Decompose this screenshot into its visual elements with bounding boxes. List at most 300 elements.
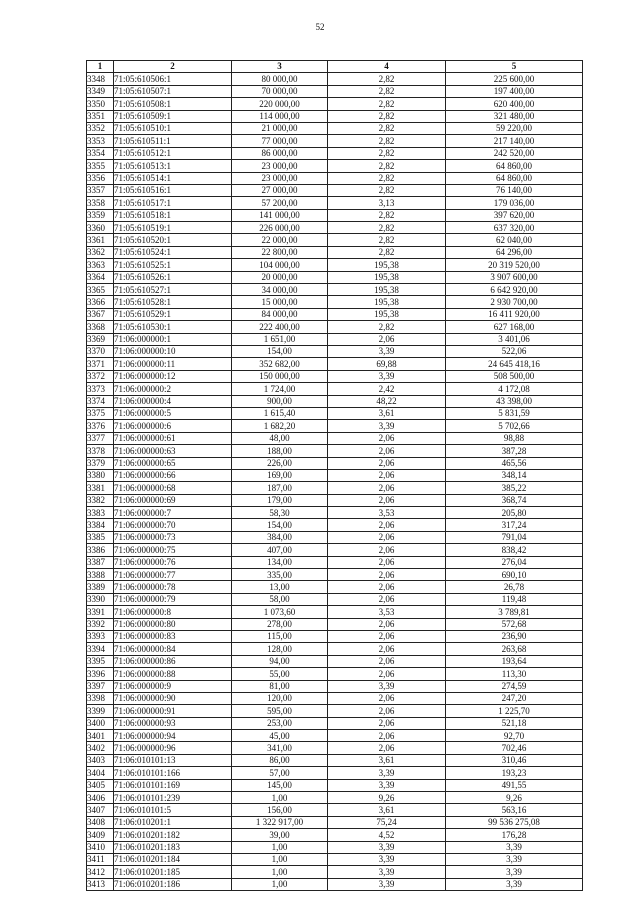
area-cell: 34 000,00 — [232, 284, 328, 296]
table-row — [87, 457, 583, 469]
row-number: 3383 — [87, 507, 114, 519]
area-cell: 145,00 — [232, 779, 328, 791]
area-cell: 156,00 — [232, 804, 328, 816]
cadastral-number: 71:06:000000:96 — [114, 742, 232, 754]
rate-cell: 2,06 — [328, 692, 446, 704]
table-row — [87, 593, 583, 605]
row-number: 3398 — [87, 692, 114, 704]
column-header-3: 3 — [232, 61, 328, 73]
cadastral-number: 71:06:000000:76 — [114, 556, 232, 568]
value-cell: 791,04 — [446, 531, 583, 543]
area-cell: 58,30 — [232, 507, 328, 519]
row-number: 3389 — [87, 581, 114, 593]
cadastral-number: 71:05:610516:1 — [114, 184, 232, 196]
area-cell: 58,00 — [232, 593, 328, 605]
area-cell: 1,00 — [232, 841, 328, 853]
area-cell: 1 322 917,00 — [232, 816, 328, 828]
rate-cell: 2,82 — [328, 222, 446, 234]
table-row — [87, 135, 583, 147]
row-number: 3363 — [87, 259, 114, 271]
cadastral-number: 71:05:610524:1 — [114, 246, 232, 258]
row-number: 3387 — [87, 556, 114, 568]
table-row — [87, 866, 583, 878]
rate-cell: 2,42 — [328, 383, 446, 395]
row-number: 3368 — [87, 321, 114, 333]
row-number: 3371 — [87, 358, 114, 370]
cadastral-number: 71:06:000000:9 — [114, 680, 232, 692]
table-row — [87, 85, 583, 97]
cadastral-number: 71:05:610507:1 — [114, 85, 232, 97]
table-row — [87, 445, 583, 457]
rate-cell: 2,82 — [328, 135, 446, 147]
row-number: 3403 — [87, 754, 114, 766]
row-number: 3385 — [87, 531, 114, 543]
cadastral-number: 71:06:000000:79 — [114, 593, 232, 605]
value-cell: 64 860,00 — [446, 160, 583, 172]
rate-cell: 2,82 — [328, 98, 446, 110]
cadastral-number: 71:06:000000:1 — [114, 333, 232, 345]
value-cell: 276,04 — [446, 556, 583, 568]
row-number: 3393 — [87, 630, 114, 642]
value-cell: 193,23 — [446, 767, 583, 779]
table-row — [87, 618, 583, 630]
row-number: 3407 — [87, 804, 114, 816]
table-row — [87, 284, 583, 296]
value-cell: 99 536 275,08 — [446, 816, 583, 828]
table-row — [87, 643, 583, 655]
table-row — [87, 569, 583, 581]
area-cell: 1 724,00 — [232, 383, 328, 395]
area-cell: 384,00 — [232, 531, 328, 543]
table-row — [87, 854, 583, 866]
rate-cell: 2,06 — [328, 668, 446, 680]
area-cell: 1 651,00 — [232, 333, 328, 345]
cadastral-number: 71:06:000000:78 — [114, 581, 232, 593]
table-row — [87, 494, 583, 506]
table-header — [87, 61, 583, 73]
cadastral-number: 71:06:010201:185 — [114, 866, 232, 878]
rate-cell: 3,53 — [328, 606, 446, 618]
area-cell: 114 000,00 — [232, 110, 328, 122]
table-body — [87, 73, 583, 891]
table-row — [87, 730, 583, 742]
cadastral-number: 71:06:000000:77 — [114, 569, 232, 581]
column-header-2: 2 — [114, 61, 232, 73]
row-number: 3361 — [87, 234, 114, 246]
value-cell: 20 319 520,00 — [446, 259, 583, 271]
table-row — [87, 581, 583, 593]
area-cell: 1,00 — [232, 878, 328, 890]
table-row — [87, 122, 583, 134]
rate-cell: 2,06 — [328, 618, 446, 630]
table-row — [87, 147, 583, 159]
area-cell: 104 000,00 — [232, 259, 328, 271]
area-cell: 39,00 — [232, 829, 328, 841]
area-cell: 341,00 — [232, 742, 328, 754]
rate-cell: 3,53 — [328, 507, 446, 519]
cadastral-number: 71:05:610512:1 — [114, 147, 232, 159]
data-table — [86, 60, 583, 891]
table-row — [87, 234, 583, 246]
row-number: 3380 — [87, 469, 114, 481]
area-cell: 23 000,00 — [232, 172, 328, 184]
cadastral-number: 71:06:010101:5 — [114, 804, 232, 816]
value-cell: 247,20 — [446, 692, 583, 704]
cadastral-number: 71:06:000000:80 — [114, 618, 232, 630]
area-cell: 1 615,40 — [232, 407, 328, 419]
area-cell: 115,00 — [232, 630, 328, 642]
table-row — [87, 692, 583, 704]
area-cell: 13,00 — [232, 581, 328, 593]
rate-cell: 2,82 — [328, 246, 446, 258]
row-number: 3373 — [87, 383, 114, 395]
value-cell: 43 398,00 — [446, 395, 583, 407]
rate-cell: 2,82 — [328, 122, 446, 134]
rate-cell: 2,06 — [328, 333, 446, 345]
table-row — [87, 556, 583, 568]
cadastral-number: 71:05:610506:1 — [114, 73, 232, 85]
area-cell: 128,00 — [232, 643, 328, 655]
area-cell: 900,00 — [232, 395, 328, 407]
table-row — [87, 271, 583, 283]
row-number: 3378 — [87, 445, 114, 457]
cadastral-number: 71:05:610526:1 — [114, 271, 232, 283]
table-row — [87, 705, 583, 717]
row-number: 3409 — [87, 829, 114, 841]
value-cell: 3,39 — [446, 854, 583, 866]
value-cell: 1 225,70 — [446, 705, 583, 717]
row-number: 3390 — [87, 593, 114, 605]
value-cell: 197 400,00 — [446, 85, 583, 97]
cadastral-number: 71:06:010201:183 — [114, 841, 232, 853]
table-row — [87, 73, 583, 85]
table-row — [87, 630, 583, 642]
rate-cell: 3,39 — [328, 370, 446, 382]
area-cell: 595,00 — [232, 705, 328, 717]
value-cell: 16 411 920,00 — [446, 308, 583, 320]
cadastral-number: 71:06:000000:8 — [114, 606, 232, 618]
area-cell: 22 800,00 — [232, 246, 328, 258]
value-cell: 3,39 — [446, 878, 583, 890]
table-row — [87, 98, 583, 110]
table-row — [87, 420, 583, 432]
row-number: 3356 — [87, 172, 114, 184]
cadastral-number: 71:05:610509:1 — [114, 110, 232, 122]
rate-cell: 3,61 — [328, 407, 446, 419]
rate-cell: 2,82 — [328, 73, 446, 85]
rate-cell: 3,61 — [328, 754, 446, 766]
cadastral-number: 71:06:000000:84 — [114, 643, 232, 655]
table-row — [87, 358, 583, 370]
rate-cell: 3,39 — [328, 779, 446, 791]
row-number: 3367 — [87, 308, 114, 320]
table-row — [87, 742, 583, 754]
cadastral-number: 71:05:610510:1 — [114, 122, 232, 134]
row-number: 3402 — [87, 742, 114, 754]
area-cell: 1 073,60 — [232, 606, 328, 618]
row-number: 3410 — [87, 841, 114, 853]
rate-cell: 4,52 — [328, 829, 446, 841]
area-cell: 1,00 — [232, 854, 328, 866]
row-number: 3397 — [87, 680, 114, 692]
cadastral-number: 71:06:000000:68 — [114, 482, 232, 494]
area-cell: 77 000,00 — [232, 135, 328, 147]
rate-cell: 3,39 — [328, 866, 446, 878]
cadastral-number: 71:05:610529:1 — [114, 308, 232, 320]
value-cell: 76 140,00 — [446, 184, 583, 196]
row-number: 3408 — [87, 816, 114, 828]
row-number: 3370 — [87, 345, 114, 357]
cadastral-number: 71:06:000000:11 — [114, 358, 232, 370]
rate-cell: 195,38 — [328, 259, 446, 271]
rate-cell: 2,06 — [328, 556, 446, 568]
table-row — [87, 680, 583, 692]
row-number: 3401 — [87, 730, 114, 742]
value-cell: 24 645 418,16 — [446, 358, 583, 370]
value-cell: 92,70 — [446, 730, 583, 742]
row-number: 3374 — [87, 395, 114, 407]
cadastral-number: 71:06:000000:75 — [114, 544, 232, 556]
area-cell: 1,00 — [232, 792, 328, 804]
row-number: 3405 — [87, 779, 114, 791]
area-cell: 1,00 — [232, 866, 328, 878]
row-number: 3406 — [87, 792, 114, 804]
row-number: 3400 — [87, 717, 114, 729]
rate-cell: 2,82 — [328, 321, 446, 333]
value-cell: 3,39 — [446, 866, 583, 878]
row-number: 3365 — [87, 284, 114, 296]
rate-cell: 2,06 — [328, 544, 446, 556]
rate-cell: 2,06 — [328, 742, 446, 754]
column-header-4: 4 — [328, 61, 446, 73]
rate-cell: 2,06 — [328, 705, 446, 717]
cadastral-number: 71:06:010201:1 — [114, 816, 232, 828]
value-cell: 98,88 — [446, 432, 583, 444]
cadastral-number: 71:05:610513:1 — [114, 160, 232, 172]
row-number: 3355 — [87, 160, 114, 172]
area-cell: 70 000,00 — [232, 85, 328, 97]
row-number: 3386 — [87, 544, 114, 556]
cadastral-number: 71:06:010201:186 — [114, 878, 232, 890]
row-number: 3351 — [87, 110, 114, 122]
cadastral-number: 71:05:610519:1 — [114, 222, 232, 234]
rate-cell: 195,38 — [328, 308, 446, 320]
cadastral-number: 71:06:000000:10 — [114, 345, 232, 357]
value-cell: 620 400,00 — [446, 98, 583, 110]
table-row — [87, 321, 583, 333]
rate-cell: 2,82 — [328, 85, 446, 97]
rate-cell: 2,06 — [328, 531, 446, 543]
table-row — [87, 469, 583, 481]
row-number: 3412 — [87, 866, 114, 878]
row-number: 3369 — [87, 333, 114, 345]
area-cell: 407,00 — [232, 544, 328, 556]
row-number: 3399 — [87, 705, 114, 717]
value-cell: 225 600,00 — [446, 73, 583, 85]
area-cell: 48,00 — [232, 432, 328, 444]
cadastral-number: 71:06:000000:65 — [114, 457, 232, 469]
cadastral-number: 71:05:610511:1 — [114, 135, 232, 147]
rate-cell: 3,39 — [328, 854, 446, 866]
table-row — [87, 110, 583, 122]
table-row — [87, 767, 583, 779]
cadastral-number: 71:05:610514:1 — [114, 172, 232, 184]
area-cell: 226,00 — [232, 457, 328, 469]
area-cell: 154,00 — [232, 345, 328, 357]
cadastral-number: 71:06:010201:182 — [114, 829, 232, 841]
row-number: 3391 — [87, 606, 114, 618]
value-cell: 176,28 — [446, 829, 583, 841]
value-cell: 217 140,00 — [446, 135, 583, 147]
row-number: 3381 — [87, 482, 114, 494]
value-cell: 627 168,00 — [446, 321, 583, 333]
rate-cell: 2,82 — [328, 147, 446, 159]
value-cell: 236,90 — [446, 630, 583, 642]
value-cell: 6 642 920,00 — [446, 284, 583, 296]
value-cell: 572,68 — [446, 618, 583, 630]
area-cell: 15 000,00 — [232, 296, 328, 308]
row-number: 3350 — [87, 98, 114, 110]
cadastral-number: 71:05:610518:1 — [114, 209, 232, 221]
area-cell: 154,00 — [232, 519, 328, 531]
value-cell: 59 220,00 — [446, 122, 583, 134]
rate-cell: 2,06 — [328, 581, 446, 593]
value-cell: 5 702,66 — [446, 420, 583, 432]
area-cell: 220 000,00 — [232, 98, 328, 110]
table-row — [87, 333, 583, 345]
table-row — [87, 370, 583, 382]
cadastral-number: 71:06:010101:239 — [114, 792, 232, 804]
row-number: 3366 — [87, 296, 114, 308]
cadastral-number: 71:06:000000:61 — [114, 432, 232, 444]
table-row — [87, 717, 583, 729]
cadastral-number: 71:06:000000:69 — [114, 494, 232, 506]
row-number: 3359 — [87, 209, 114, 221]
value-cell: 491,55 — [446, 779, 583, 791]
area-cell: 84 000,00 — [232, 308, 328, 320]
value-cell: 64 860,00 — [446, 172, 583, 184]
cadastral-number: 71:06:000000:86 — [114, 655, 232, 667]
row-number: 3396 — [87, 668, 114, 680]
cadastral-number: 71:06:010101:169 — [114, 779, 232, 791]
cadastral-number: 71:06:000000:91 — [114, 705, 232, 717]
rate-cell: 69,88 — [328, 358, 446, 370]
page-number: 52 — [315, 22, 325, 32]
table-row — [87, 804, 583, 816]
rate-cell: 2,82 — [328, 172, 446, 184]
area-cell: 22 000,00 — [232, 234, 328, 246]
table-row — [87, 308, 583, 320]
value-cell: 205,80 — [446, 507, 583, 519]
value-cell: 274,59 — [446, 680, 583, 692]
rate-cell: 2,06 — [328, 569, 446, 581]
value-cell: 26,78 — [446, 581, 583, 593]
table-row — [87, 606, 583, 618]
value-cell: 310,46 — [446, 754, 583, 766]
cadastral-number: 71:06:010101:166 — [114, 767, 232, 779]
area-cell: 352 682,00 — [232, 358, 328, 370]
table-row — [87, 878, 583, 890]
value-cell: 387,28 — [446, 445, 583, 457]
cadastral-number: 71:06:000000:83 — [114, 630, 232, 642]
value-cell: 385,22 — [446, 482, 583, 494]
row-number: 3375 — [87, 407, 114, 419]
row-number: 3349 — [87, 85, 114, 97]
rate-cell: 2,06 — [328, 643, 446, 655]
area-cell: 278,00 — [232, 618, 328, 630]
row-number: 3388 — [87, 569, 114, 581]
row-number: 3354 — [87, 147, 114, 159]
cadastral-number: 71:05:610508:1 — [114, 98, 232, 110]
rate-cell: 3,39 — [328, 767, 446, 779]
cadastral-number: 71:05:610527:1 — [114, 284, 232, 296]
rate-cell: 2,06 — [328, 655, 446, 667]
table-row — [87, 222, 583, 234]
area-cell: 55,00 — [232, 668, 328, 680]
value-cell: 368,74 — [446, 494, 583, 506]
area-cell: 150 000,00 — [232, 370, 328, 382]
row-number: 3411 — [87, 854, 114, 866]
value-cell: 113,30 — [446, 668, 583, 680]
value-cell: 263,68 — [446, 643, 583, 655]
rate-cell: 2,82 — [328, 184, 446, 196]
value-cell: 3 401,06 — [446, 333, 583, 345]
value-cell: 838,42 — [446, 544, 583, 556]
cadastral-number: 71:06:010101:13 — [114, 754, 232, 766]
rate-cell: 3,13 — [328, 197, 446, 209]
value-cell: 521,18 — [446, 717, 583, 729]
table-row — [87, 296, 583, 308]
rate-cell: 2,06 — [328, 457, 446, 469]
table-row — [87, 345, 583, 357]
value-cell: 3,39 — [446, 841, 583, 853]
rate-cell: 3,39 — [328, 878, 446, 890]
value-cell: 179 036,00 — [446, 197, 583, 209]
rate-cell: 2,06 — [328, 469, 446, 481]
rate-cell: 2,82 — [328, 110, 446, 122]
value-cell: 3 789,81 — [446, 606, 583, 618]
cadastral-number: 71:06:000000:7 — [114, 507, 232, 519]
rate-cell: 9,26 — [328, 792, 446, 804]
table-row — [87, 507, 583, 519]
rate-cell: 195,38 — [328, 271, 446, 283]
table-row — [87, 655, 583, 667]
rate-cell: 75,24 — [328, 816, 446, 828]
column-header-5: 5 — [446, 61, 583, 73]
column-header-1: 1 — [87, 61, 114, 73]
value-cell: 119,48 — [446, 593, 583, 605]
value-cell: 3 907 600,00 — [446, 271, 583, 283]
rate-cell: 2,82 — [328, 234, 446, 246]
value-cell: 193,64 — [446, 655, 583, 667]
value-cell: 64 296,00 — [446, 246, 583, 258]
value-cell: 2 930 700,00 — [446, 296, 583, 308]
row-number: 3372 — [87, 370, 114, 382]
area-cell: 1 682,20 — [232, 420, 328, 432]
row-number: 3377 — [87, 432, 114, 444]
cadastral-number: 71:06:000000:90 — [114, 692, 232, 704]
value-cell: 563,16 — [446, 804, 583, 816]
cadastral-number: 71:05:610528:1 — [114, 296, 232, 308]
table-row — [87, 531, 583, 543]
rate-cell: 2,06 — [328, 445, 446, 457]
cadastral-number: 71:06:000000:63 — [114, 445, 232, 457]
area-cell: 86,00 — [232, 754, 328, 766]
area-cell: 45,00 — [232, 730, 328, 742]
value-cell: 5 831,59 — [446, 407, 583, 419]
table-row — [87, 407, 583, 419]
rate-cell: 3,39 — [328, 420, 446, 432]
